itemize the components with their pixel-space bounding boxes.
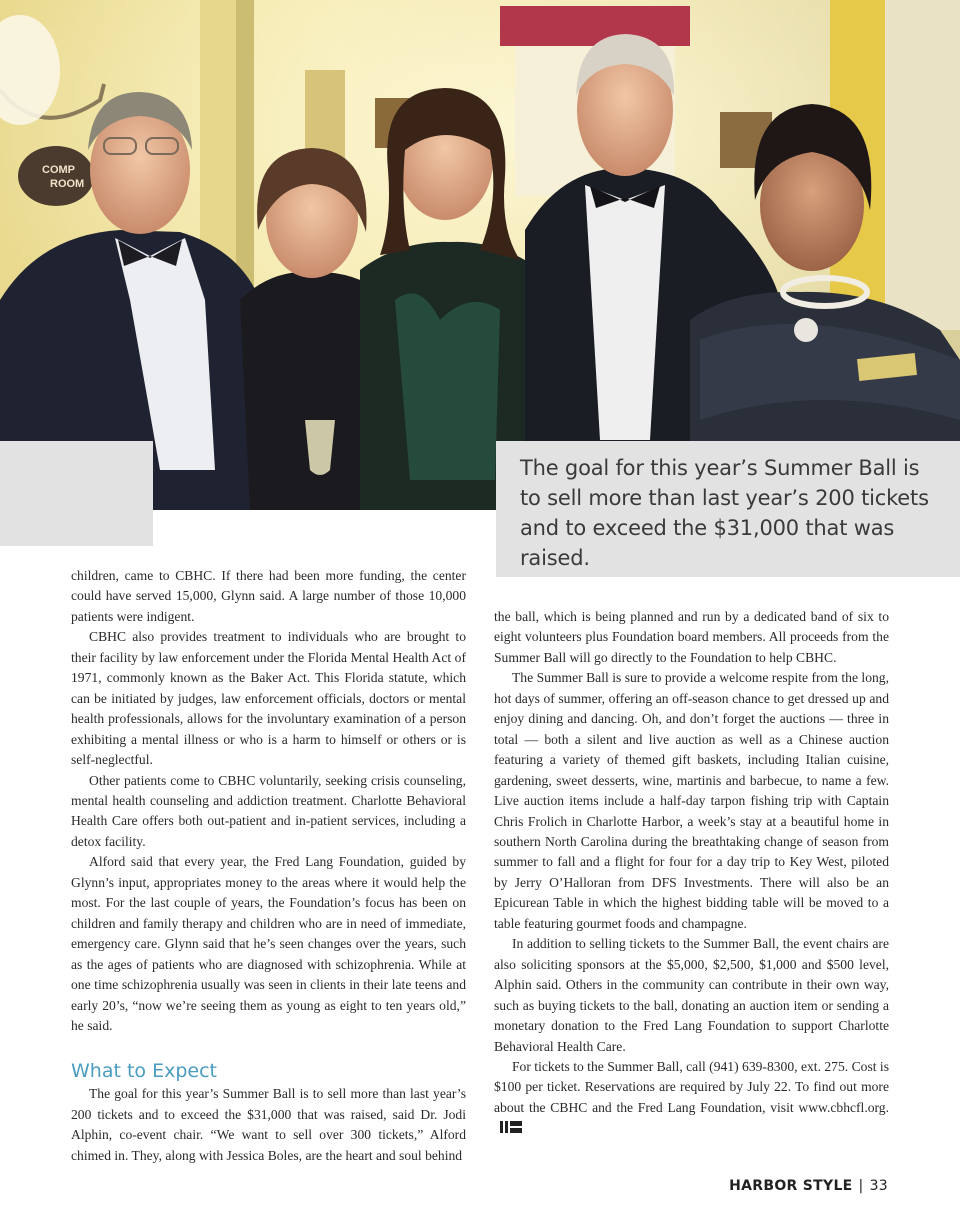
page-footer — [729, 1178, 888, 1194]
paragraph: CBHC also provides treatment to individuals who are brought to their facility by law enforcement under the Florida Mental Health Act of 1971, commonly known as the Baker Act. This Florida statute, which can be initiated by judges, law enforcement officials, doctors or mental health professionals, allows for the involuntary examination of a person exhibiting a mental illness or who is a harm to himself or others or is self-neglectful. — [71, 629, 466, 768]
paragraph: Other patients come to CBHC voluntarily, seeking crisis counseling, mental health counseling and addiction treatment. Charlotte Behavioral Health Care offers both out-patient and in-patient services, including a detox facility. — [71, 772, 466, 849]
paragraph-last — [494, 1057, 889, 1139]
magazine-name: HARBOR STYLE — [729, 1178, 853, 1194]
room-sign-line2: ROOM — [50, 178, 85, 190]
end-of-article-icon — [500, 1120, 522, 1134]
decorative-gray-panel — [0, 441, 153, 546]
footer-separator: | — [858, 1178, 864, 1194]
article-column-left — [71, 566, 466, 1166]
page-number: 33 — [869, 1178, 888, 1194]
paragraph: The goal for this year’s Summer Ball is to sell more than last year’s 200 tickets and to exceed the $31,000 that was raised, said Dr. Jodi Alphin, co-event chair. “We want to sell over 300 tickets,” Alford chimed in. They, along with Jessica Boles, are the heart and soul behind — [71, 1086, 466, 1163]
paragraph: the ball, which is being planned and run by a dedicated band of six to eight volunteers plus Foundation board members. All proceeds from the Summer Ball will go directly to the Foundation to help CBHC. — [494, 609, 889, 665]
photo-illustration — [0, 0, 960, 510]
room-sign-line1: COMP — [42, 164, 75, 176]
paragraph: Alford said that every year, the Fred Lang Foundation, guided by Glynn’s input, appropriates money to the areas where it would help the most. For the last couple of years, the Foundation’s focus has been on children and family therapy and children who are in need of immediate, emergency care. Glynn said that he’s seen changes over the years, such as the ages of patients who are diagnosed with schizophrenia. While at one time schizophrenia usually was seen in clients in their late teens and early 20’s, “now we’re seeing them as young as eight to ten years old,” he said. — [71, 854, 466, 1033]
pull-quote-box — [496, 441, 960, 577]
room-sign — [18, 146, 94, 206]
paragraph: The Summer Ball is sure to provide a welcome respite from the long, hot days of summer, offering an off-season chance to get dressed up and enjoy dining and dancing. Oh, and don’t forget the auctions — three in total — both a silent and live auction as well as a Chinese auction featuring a variety of themed gift baskets, including Italian cuisine, gardening, sweet desserts, wine, martinis and barbecue, to name a few. Live auction items include a half-day tarpon fishing trip with Captain Chris Frolich in Charlotte Harbor, a week’s stay at a beautiful home in southern North Carolina during the breathtaking change of season from summer to fall and a flight for four for a day trip to Key West, piloted by Jerry O’Halloran from DFS Investments. There will also be an Epicurean Table in which the highest bidding table will be moved to a table featuring gourmet foods and champagne. — [494, 670, 889, 931]
closing-text: For tickets to the Summer Ball, call (941) 639-8300, ext. 275. Cost is $100 per ticket. Reservations are required by July 22. To find out more about the CBHC and the Fred Lang Foundation, visit www.cbhcfl.org. — [494, 1058, 889, 1115]
event-photo — [0, 0, 960, 510]
pull-quote: The goal for this year’s Summer Ball is to sell more than last year’s 200 tickets and to exceed the $31,000 that was raised. — [520, 456, 929, 570]
section-heading: What to Expect — [71, 1060, 217, 1083]
article-column-right — [494, 607, 889, 1139]
paragraph: In addition to selling tickets to the Summer Ball, the event chairs are also soliciting sponsors at the $5,000, $2,500, $1,000 and $500 level, Alphin said. Others in the community can contribute in their own way, such as buying tickets to the ball, donating an auction item or sending a monetary donation to the Fred Lang Foundation to support Charlotte Behavioral Health Care. — [494, 936, 889, 1054]
paragraph: children, came to CBHC. If there had been more funding, the center could have served 15,000, Glynn said. A large number of those 10,000 patients were indigent. — [71, 568, 466, 624]
